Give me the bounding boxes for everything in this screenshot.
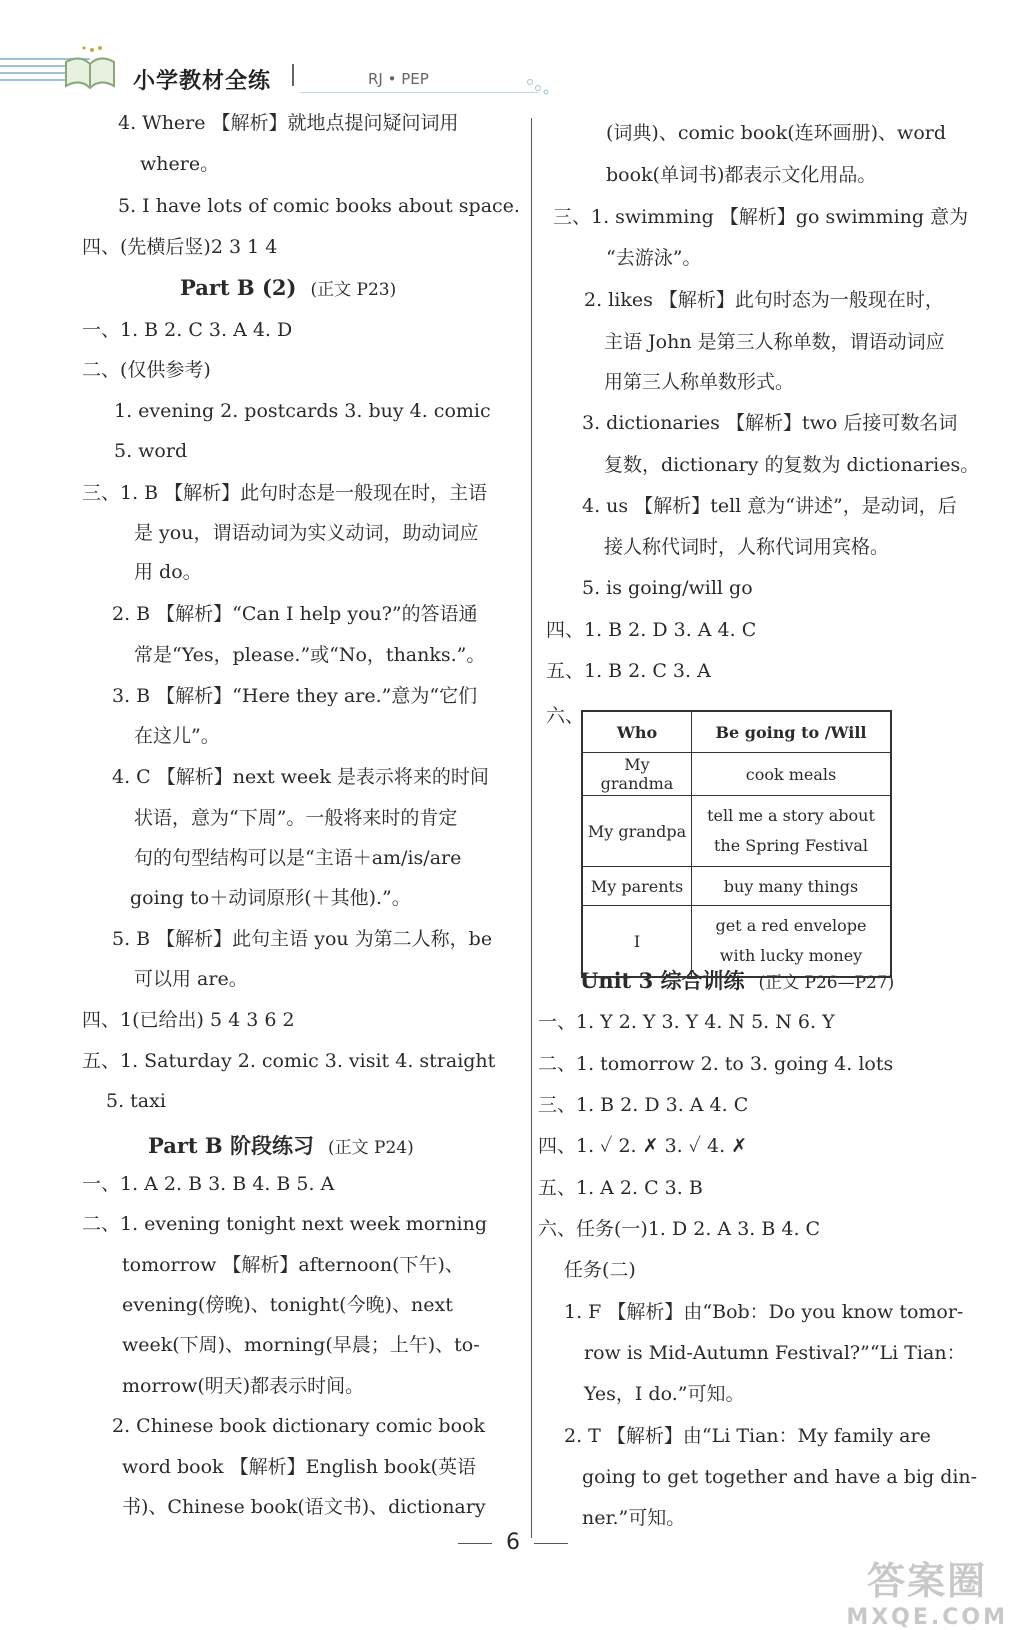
section-heading [148,1130,414,1160]
answer-line: 5. word [114,440,188,462]
table-cell-who: I [582,906,692,978]
answer-line: 二、1. tomorrow 2. to 3. going 4. lots [538,1053,894,1075]
answer-line: 可以用 are。 [134,968,248,990]
answer-line: 用 do。 [134,561,202,583]
table-cell-who: My grandpa [582,796,692,867]
table-cell-who: My grandma [582,753,692,796]
answer-line: 三、1. swimming 【解析】go swimming 意为 [553,206,969,228]
table-cell-action: cook meals [692,753,892,796]
answer-line: week(下周)、morning(早晨；上午)、to- [122,1334,480,1356]
answer-line: 4. C 【解析】next week 是表示将来的时间 [112,766,489,788]
table-cell-who: My parents [582,867,692,906]
answer-line: where。 [140,153,220,175]
header-rule [300,92,538,93]
answer-line: 四、1. B 2. D 3. A 4. C [546,619,757,641]
answer-line: 是 you，谓语动词为实义动词，助动词应 [134,522,479,544]
answer-line: book(单词书)都表示文化用品。 [606,164,877,186]
answer-table [581,710,892,978]
answer-line: 5. B 【解析】此句主语 you 为第二人称，be [112,928,493,950]
answer-line: 一、1. A 2. B 3. B 4. B 5. A [82,1173,335,1195]
answer-line: 2. likes 【解析】此句时态为一般现在时， [584,289,944,311]
answer-line: 4. Where 【解析】就地点提问疑问词用 [118,112,459,134]
answer-line: (词典)、comic book(连环画册)、word [606,122,947,144]
answer-line: 一、1. B 2. C 3. A 4. D [82,319,293,341]
header-dots-icon [526,78,550,96]
book-logo-icon [62,44,118,92]
column-divider [531,118,532,1538]
answer-line: 一、1. Y 2. Y 3. Y 4. N 5. N 6. Y [538,1011,835,1033]
answer-line: tomorrow 【解析】afternoon(下午)、 [122,1254,464,1276]
answer-line: 二、(仅供参考) [82,359,211,381]
answer-line: 2. B 【解析】“Can I help you?”的答语通 [112,603,478,625]
answer-line: 书)、Chinese book(语文书)、dictionary [122,1496,486,1518]
section-title: Part B 阶段练习 [148,1133,314,1158]
answer-line: 六、 [546,705,585,727]
page-number: 6 [506,1530,520,1555]
table-row [582,796,891,867]
answer-line: 五、1. Saturday 2. comic 3. visit 4. straight [82,1050,496,1072]
answer-line: 2. Chinese book dictionary comic book [112,1415,485,1437]
answer-line: 1. F 【解析】由“Bob：Do you know tomor- [564,1301,964,1323]
watermark-logo: 答案圈 MXQE.COM [846,1559,1008,1630]
answer-line: 4. us 【解析】tell 意为“讲述”，是动词，后 [582,495,957,517]
answer-line: 5. I have lots of comic books about space. [118,195,520,217]
table-row [582,906,891,978]
answer-line: 3. B 【解析】“Here they are.”意为“它们 [112,685,478,707]
answer-line: 三、1. B 【解析】此句时态是一般现在时，主语 [82,482,488,504]
answer-line: morrow(明天)都表示时间。 [122,1375,365,1397]
book-title: 小学教材全练 [133,69,272,94]
answer-line: 状语，意为“下周”。一般将来时的肯定 [134,807,458,829]
page-reference: (正文 P23) [310,280,397,300]
answer-line: ner.”可知。 [582,1507,686,1529]
answer-line: 主语 John 是第三人称单数，谓语动词应 [604,331,945,353]
answer-line: evening(傍晚)、tonight(今晚)、next [122,1294,453,1316]
section-title: Part B (2) [180,275,297,300]
table-row [582,867,891,906]
answer-line: Yes，I do.”可知。 [584,1383,745,1405]
table-cell-action: buy many things [692,867,892,906]
answer-line: 5. is going/will go [582,577,753,599]
answer-line: 三、1. B 2. D 3. A 4. C [538,1094,749,1116]
answer-line: 3. dictionaries 【解析】two 后接可数名词 [582,412,958,434]
edition-label: RJ • PEP [368,70,429,88]
answer-line: going to＋动词原形(＋其他).”。 [130,887,411,909]
answer-line: 复数，dictionary 的复数为 dictionaries。 [604,454,980,476]
table-header-who: Who [582,711,692,753]
section-title: Unit 3 综合训练 [580,968,745,993]
answer-line: 四、1(已给出) 5 4 3 6 2 [82,1009,295,1031]
answer-line: 四、(先横后竖)2 3 1 4 [82,236,278,258]
table-cell-action: get a red envelope with lucky money [692,906,892,978]
answer-line: 四、1. ✓ 2. ✗ 3. ✓ 4. ✗ [538,1135,748,1157]
answer-line: 2. T 【解析】由“Li Tian：My family are [564,1425,931,1447]
header-separator [292,64,294,86]
answer-line: 五、1. A 2. C 3. B [538,1177,703,1199]
answer-line: 1. evening 2. postcards 3. buy 4. comic [114,400,491,422]
answer-line: 五、1. B 2. C 3. A [546,660,711,682]
answer-line: row is Mid-Autumn Festival?”“Li Tian： [584,1342,966,1364]
answer-line: 接人称代词时，人称代词用宾格。 [604,536,890,558]
table-cell-action: tell me a story about the Spring Festival [692,796,892,867]
page-reference: (正文 P26—P27) [758,973,895,993]
table-row [582,753,891,796]
answer-line: 5. taxi [106,1090,166,1112]
table-header-row [582,711,891,753]
answer-line: 用第三人称单数形式。 [604,371,795,393]
answer-line: word book 【解析】English book(英语 [122,1456,476,1478]
answer-line: 在这儿”。 [134,725,220,747]
answer-line: 二、1. evening tonight next week morning [82,1213,488,1235]
answer-line: 任务(二) [564,1259,636,1281]
answer-line: going to get together and have a big din- [582,1466,978,1488]
table-header-going-to: Be going to /Will [692,711,892,753]
section-heading [180,275,396,300]
answer-line: 常是“Yes，please.”或“No，thanks.”。 [134,644,486,666]
answer-line: “去游泳”。 [606,247,702,269]
page-reference: (正文 P24) [327,1138,414,1158]
answer-line: 六、任务(一)1. D 2. A 3. B 4. C [538,1218,821,1240]
answer-line: 句的句型结构可以是“主语＋am/is/are [134,847,462,869]
